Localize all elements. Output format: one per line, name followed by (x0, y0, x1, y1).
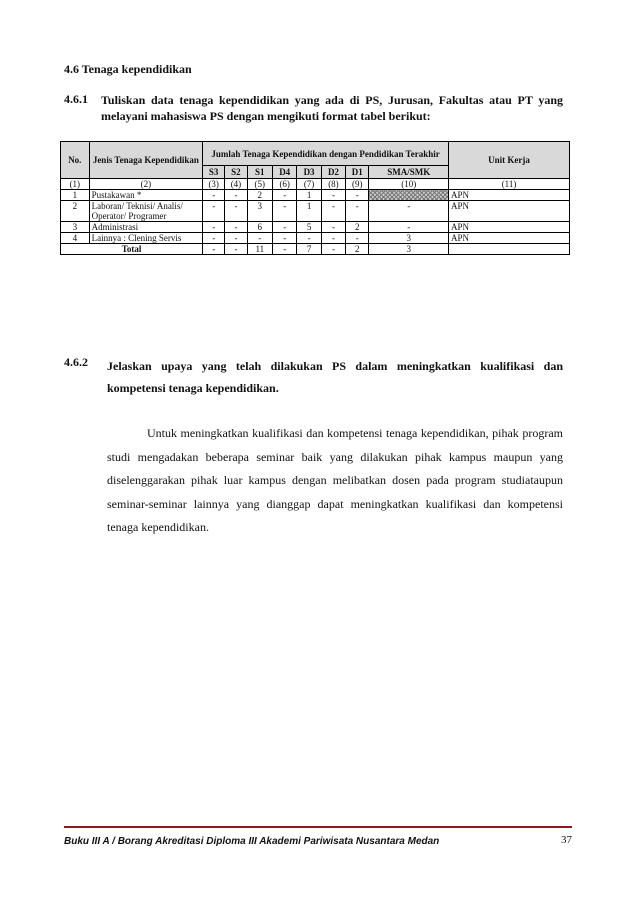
cell-value: - (273, 233, 297, 244)
column-number: (4) (225, 179, 247, 190)
total-value: - (321, 244, 345, 255)
cell-value: 1 (297, 201, 321, 222)
cell-value: - (247, 233, 272, 244)
cell-value: - (273, 222, 297, 233)
row-unit: APN (449, 201, 570, 222)
table-row (61, 190, 570, 201)
header-level: D3 (297, 166, 321, 179)
cell-value: - (321, 222, 345, 233)
column-number: (2) (89, 179, 202, 190)
cell-value: - (346, 190, 369, 201)
page-number: 37 (561, 834, 572, 846)
cell-value: - (225, 190, 247, 201)
total-sma: 3 (369, 244, 449, 255)
cell-value: - (297, 233, 321, 244)
subsection-number: 4.6.2 (64, 355, 88, 369)
row-no: 1 (61, 190, 90, 201)
cell-value: - (225, 222, 247, 233)
cell-value: - (321, 201, 345, 222)
header-level: SMA/SMK (369, 166, 449, 179)
cell-value: 2 (346, 222, 369, 233)
total-value: - (225, 244, 247, 255)
staff-table (60, 141, 570, 255)
cell-value: 6 (247, 222, 272, 233)
total-value: - (273, 244, 297, 255)
cell-value: - (225, 233, 247, 244)
cell-value: - (273, 190, 297, 201)
answer-paragraph: Untuk meningkatkan kualifikasi dan kompetensi tenaga kependidikan, pihak program studi mengadakan beberapa seminar baik yang dilakukan pihak kampus maupun yang diselenggarakan pihak luar kampus dengan melibatkan dosen pada program studiataupun seminar-seminar lainnya yang dianggap dapat meningkatkan kualifikasi dan kompetensi tenaga kependidikan. (107, 426, 563, 534)
total-value: - (203, 244, 225, 255)
cell-value: - (203, 233, 225, 244)
table-row (61, 222, 570, 233)
row-jenis: Laboran/ Teknisi/ Analis/ Operator/ Programer (89, 201, 202, 222)
header-jumlah: Jumlah Tenaga Kependidikan dengan Pendidikan Terakhir (203, 142, 449, 166)
footer-text: Buku III A / Borang Akreditasi Diploma III Akademi Pariwisata Nusantara Medan (64, 836, 440, 847)
header-level: D2 (321, 166, 345, 179)
header-no: No. (61, 142, 90, 179)
cell-value: 1 (297, 190, 321, 201)
row-unit: APN (449, 222, 570, 233)
cell-sma: - (369, 201, 449, 222)
cell-sma: 3 (369, 233, 449, 244)
cell-value: - (346, 201, 369, 222)
row-no: 3 (61, 222, 90, 233)
cell-value: 3 (247, 201, 272, 222)
cell-value: - (346, 233, 369, 244)
column-number: (3) (203, 179, 225, 190)
header-unit: Unit Kerja (449, 142, 570, 179)
total-unit (449, 244, 570, 255)
table-row (61, 233, 570, 244)
header-level: D1 (346, 166, 369, 179)
column-number: (6) (273, 179, 297, 190)
header-level: S2 (225, 166, 247, 179)
column-number: (10) (369, 179, 449, 190)
column-number: (1) (61, 179, 90, 190)
cell-value: - (203, 222, 225, 233)
header-jenis: Jenis Tenaga Kependidikan (89, 142, 202, 179)
total-value: 2 (346, 244, 369, 255)
subsection-question: Jelaskan upaya yang telah dilakukan PS dalam meningkatkan kualifikasi dan kompetensi tenaga kependidikan. (107, 359, 563, 395)
column-number-row (61, 179, 570, 190)
cell-value: - (225, 201, 247, 222)
column-number: (11) (449, 179, 570, 190)
subsection-instruction: Tuliskan data tenaga kependidikan yang ada di PS, Jurusan, Fakultas atau PT yang melayani mahasiswa PS dengan mengikuti format tabel berikut: (101, 93, 563, 123)
row-jenis: Lainnya : Clening Servis (89, 233, 202, 244)
header-level: S3 (203, 166, 225, 179)
row-no: 2 (61, 201, 90, 222)
cell-sma-hatched (369, 190, 449, 201)
cell-value: - (321, 233, 345, 244)
cell-value: - (203, 201, 225, 222)
row-unit: APN (449, 233, 570, 244)
header-level: D4 (273, 166, 297, 179)
section-heading: 4.6 Tenaga kependidikan (64, 62, 192, 76)
footer-divider (64, 826, 572, 828)
total-label: Total (61, 244, 203, 255)
row-unit: APN (449, 190, 570, 201)
subsection-number: 4.6.1 (64, 92, 88, 106)
total-value: 7 (297, 244, 321, 255)
row-jenis: Administrasi (89, 222, 202, 233)
header-level: S1 (247, 166, 272, 179)
cell-value: - (203, 190, 225, 201)
column-number: (8) (321, 179, 345, 190)
cell-sma: - (369, 222, 449, 233)
cell-value: - (321, 190, 345, 201)
column-number: (7) (297, 179, 321, 190)
cell-value: - (273, 201, 297, 222)
row-no: 4 (61, 233, 90, 244)
total-value: 11 (247, 244, 272, 255)
cell-value: 2 (247, 190, 272, 201)
cell-value: 5 (297, 222, 321, 233)
column-number: (5) (247, 179, 272, 190)
table-row (61, 201, 570, 222)
total-row (61, 244, 570, 255)
row-jenis: Pustakawan * (89, 190, 202, 201)
column-number: (9) (346, 179, 369, 190)
